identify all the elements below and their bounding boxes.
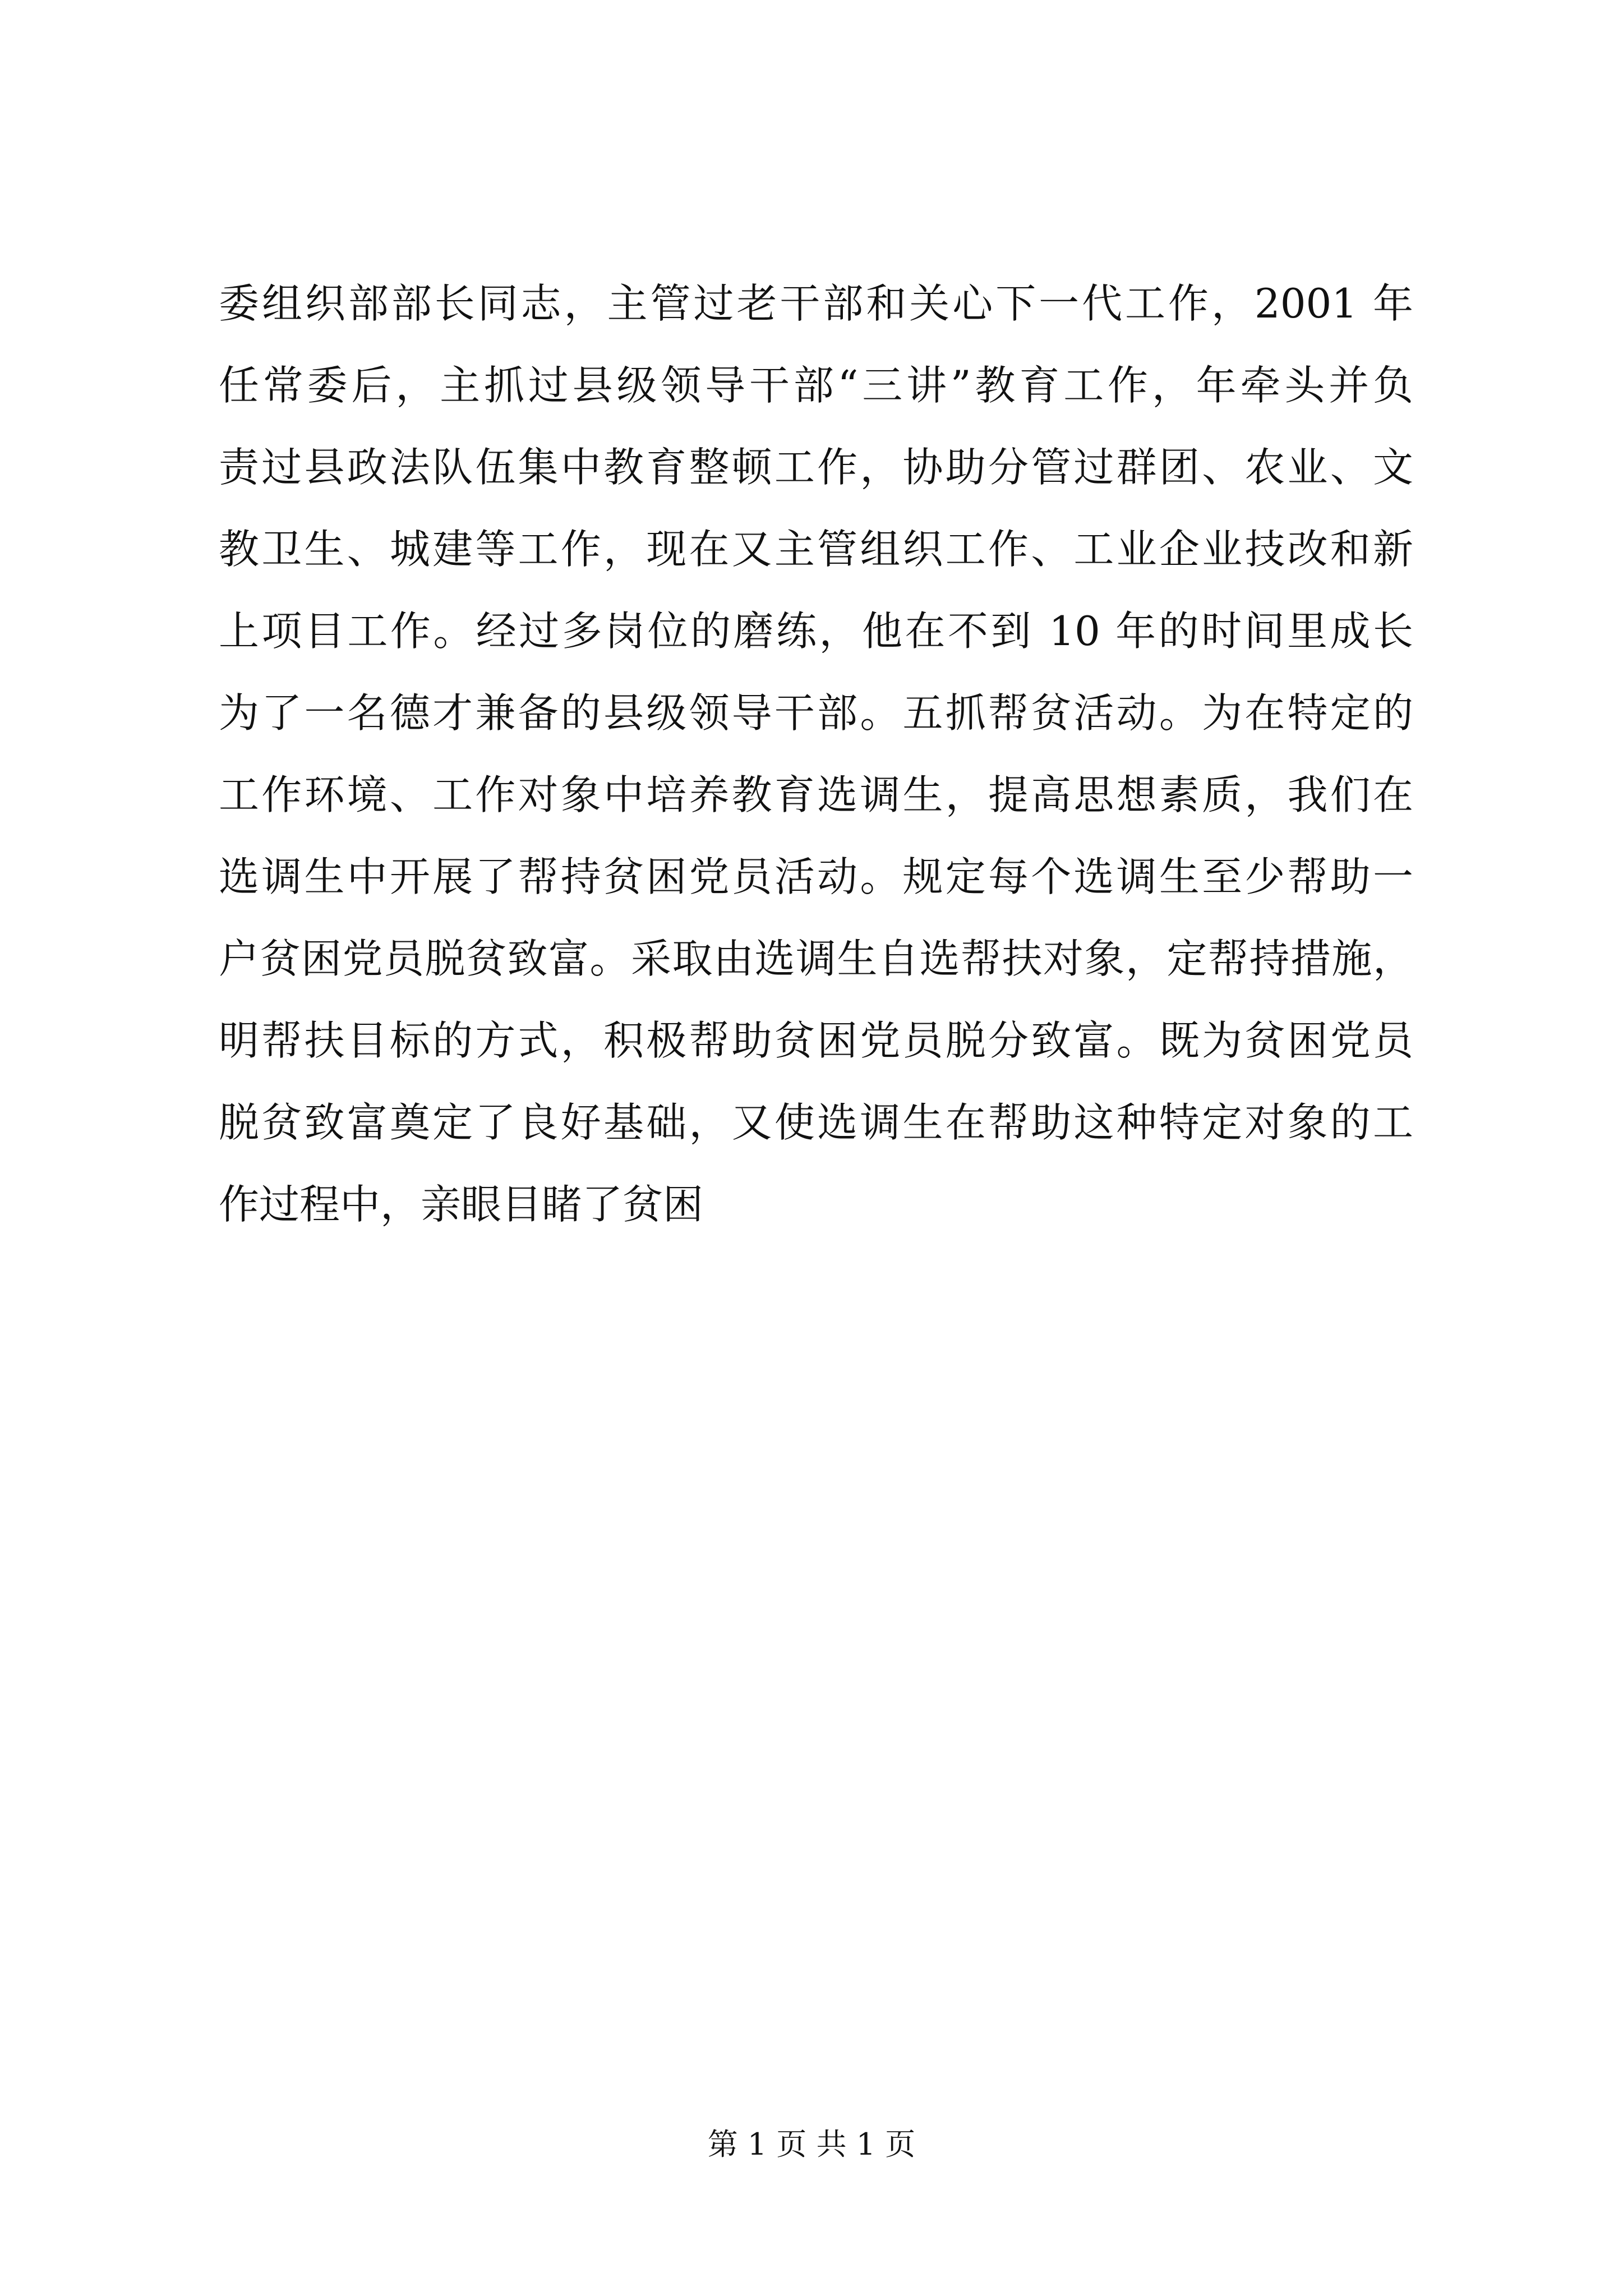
text-line-5: 上项目工作。经过多岗位的磨练，他在不到 10 年的时间里成长 (219, 608, 1413, 655)
text-line-7: 工作环境、工作对象中培养教育选调生，提高思想素质，我们在 (219, 771, 1413, 818)
text-line-10: 明帮扶目标的方式，积极帮助贫困党员脱分致富。既为贫困党员 (219, 1017, 1413, 1064)
text-line-2: 任常委后，主抓过县级领导干部“三讲”教育工作，年牵头并负 (219, 362, 1413, 409)
text-line-3: 责过县政法队伍集中教育整顿工作，协助分管过群团、农业、文 (219, 444, 1413, 491)
page-footer: 第 1 页 共 1 页 (707, 2127, 916, 2162)
text-line-12: 作过程中，亲眼目睹了贫困 (219, 1181, 704, 1228)
body-text (219, 263, 1413, 1245)
text-line-9: 户贫困党员脱贫致富。采取由选调生自选帮扶对象，定帮持措施， (219, 935, 1413, 982)
text-line-4: 教卫生、城建等工作，现在又主管组织工作、工业企业技改和新 (219, 526, 1413, 573)
text-line-1: 委组织部部长同志，主管过老干部和关心下一代工作，2001 年 (219, 280, 1413, 327)
text-line-11: 脱贫致富奠定了良好基础，又使选调生在帮助这种特定对象的工 (219, 1099, 1413, 1146)
text-line-8: 选调生中开展了帮持贫困党员活动。规定每个选调生至少帮助一 (219, 853, 1413, 900)
text-line-6: 为了一名德才兼备的县级领导干部。五抓帮贫活动。为在特定的 (219, 689, 1413, 737)
